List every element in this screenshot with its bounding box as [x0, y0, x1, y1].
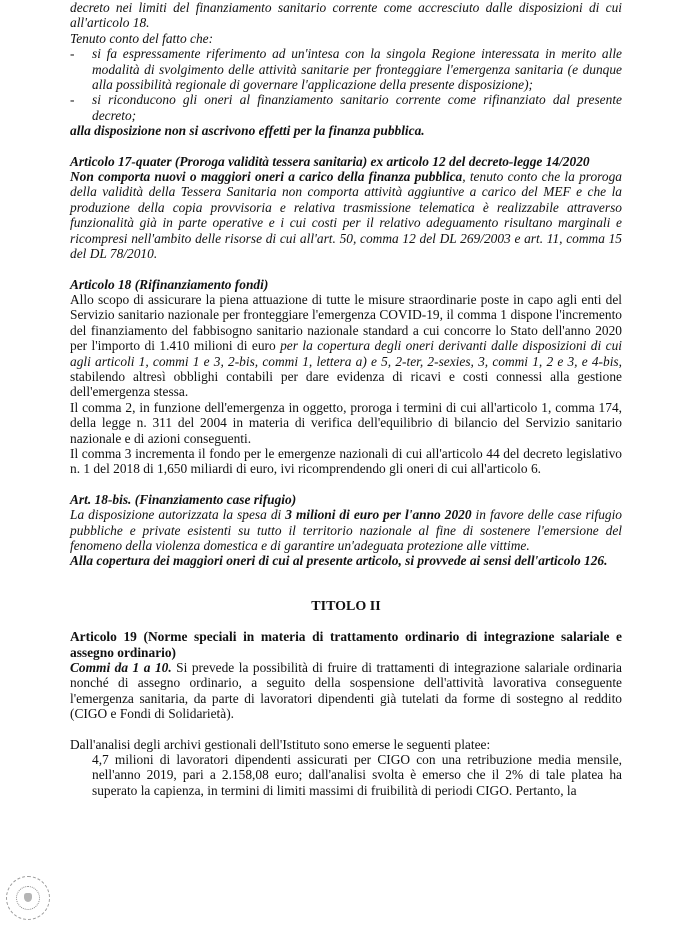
art17quater-bold-lead: Non comporta nuovi o maggiori oneri a carico della finanza pubblica [70, 169, 463, 185]
art18bis-p1-a: La disposizione autorizzata la spesa di [70, 507, 286, 523]
art18-p1-a: Allo scopo di assicurare la piena attuazione di tutte le misure straordinarie poste in capo agli enti del Servizio sanitario nazionale per fronteggiare l'emergenza COVID-19, il comma 1 dispone l'incremento del finanziamento del fabbisogno sanitario nazionale standard a cui concorre lo Stato dell'anno 2020 per l'importo di 1.410 milioni di euro [70, 291, 622, 354]
art18-p1-italic: per la copertura degli oneri derivanti dalle disposizioni di cui agli articoli 1, commi 1 e 3, 2-bis, commi 1, lettera a) e 5, 2-ter, 2-sexies, 3, commi 1, 2 e 3, e 4-bis [70, 338, 622, 369]
art18-paragraph-2: Il comma 2, in funzione dell'emergenza in oggetto, proroga i termini di cui all'articolo 1, comma 174, della legge n. 311 del 2004 in materia di verifica dell'equilibrio di bilancio del Servizio sanitario nazionale e di azioni conseguenti. [70, 399, 622, 446]
art17quater-text: , tenuto conto che la proroga della validità della Tessera Sanitaria non comporta attività aggiuntive a carico del MEF e che la produzione della copia provvisoria e relativa trasmissione telematica è realizzabile attraverso funzionalità già in parte operative e i cui costi per il relativo adeguamento risultano marginali e ricompresi nell'ambito delle risorse di cui all'art. 50, comma 12 del DL 269/2003 e art. 11, comma 15 del DL 78/2010. [70, 169, 622, 262]
bullet-dash: - [70, 92, 75, 108]
art18-heading: Articolo 18 (Rifinanziamento fondi) [70, 276, 269, 292]
bullet-text: si riconducono gli oneri al finanziamento sanitario corrente come rifinanziato dal presente decreto; [92, 92, 622, 123]
art19-p1-text: Si prevede la possibilità di fruire di trattamenti di integrazione salariale ordinaria nonché di assegno ordinario, a seguito della sospensione dell'attività lavorativa conseguente l'emergenza sanitaria, da parte di lavoratori dipendenti già tutelati da forme di sostegno al reddito (CIGO e Fondi di Solidarietà). [70, 660, 622, 722]
bullet-text: si fa espressamente riferimento ad un'intesa con la singola Regione interessata in merito alle modalità di svolgimento delle attività sanitarie per fronteggiare l'emergenza sanitaria (e dunque alla possibilità regionale di governare l'applicazione della presente disposizione); [92, 46, 622, 93]
art18-paragraph-1 [70, 292, 622, 400]
intro-continuation: decreto nei limiti del finanziamento sanitario corrente come accresciuto dalle disposizioni di cui all'articolo 18. [70, 0, 622, 31]
art18bis-paragraph-2: Alla copertura dei maggiori oneri di cui al presente articolo, si provvede ai sensi dell'articolo 126. [70, 553, 608, 569]
art19-paragraph-1 [70, 660, 622, 722]
document-page [70, 0, 622, 798]
art17quater-heading: Articolo 17-quater (Proroga validità tessera sanitaria) ex articolo 12 del decreto-legge 14/2020 [70, 153, 590, 169]
art18bis-p1-b: in favore delle case rifugio pubbliche e private esistenti su tutto il territorio nazionale al fine di sostenere l'emersione del fenomeno della violenza domestica e di garantire un'adeguata protezione alle vittime. [70, 507, 622, 553]
intro-conclusion: alla disposizione non si ascrivono effetti per la finanza pubblica. [70, 123, 425, 139]
titolo-heading: TITOLO II [311, 598, 381, 614]
intro-bullet-1 [70, 46, 622, 92]
intro-bullet-2 [70, 92, 622, 123]
art18-paragraph-3: Il comma 3 incrementa il fondo per le emergenze nazionali di cui all'articolo 44 del decreto legislativo n. 1 del 2018 di 1,650 miliardi di euro, ivi ricomprendendo gli oneri di cui all'articolo 6. [70, 445, 622, 477]
art18bis-heading: Art. 18-bis. (Finanziamento case rifugio) [70, 491, 297, 507]
art18bis-paragraph-1 [70, 507, 622, 553]
art19-paragraph-3: 4,7 milioni di lavoratori dipendenti assicurati per CIGO con una retribuzione media mensile, nell'anno 2019, pari a 2.158,08 euro; dall'analisi svolta è emerso che il 2% di tale platea ha superato la capienza, in termini di limiti massimi di fruibilità di periodi CIGO. Pertanto, la [92, 752, 622, 798]
seal-stamp-icon [6, 876, 50, 920]
art19-commi-label: Commi da 1 a 10. [70, 660, 172, 676]
intro-tenuto: Tenuto conto del fatto che: [70, 30, 214, 46]
art17quater-body [70, 169, 622, 261]
art18-p1-b: , stabilendo altresì obblighi contabili per dare evidenza di ricavi e costi connessi alla gestione dell'emergenza stessa. [70, 353, 622, 400]
art18bis-p1-bold: 3 milioni di euro per l'anno 2020 [285, 507, 472, 523]
art19-paragraph-2: Dall'analisi degli archivi gestionali dell'Istituto sono emerse le seguenti platee: [70, 736, 491, 752]
art19-heading: Articolo 19 (Norme speciali in materia di trattamento ordinario di integrazione salariale e assegno ordinario) [70, 629, 622, 660]
bullet-dash: - [70, 46, 75, 62]
